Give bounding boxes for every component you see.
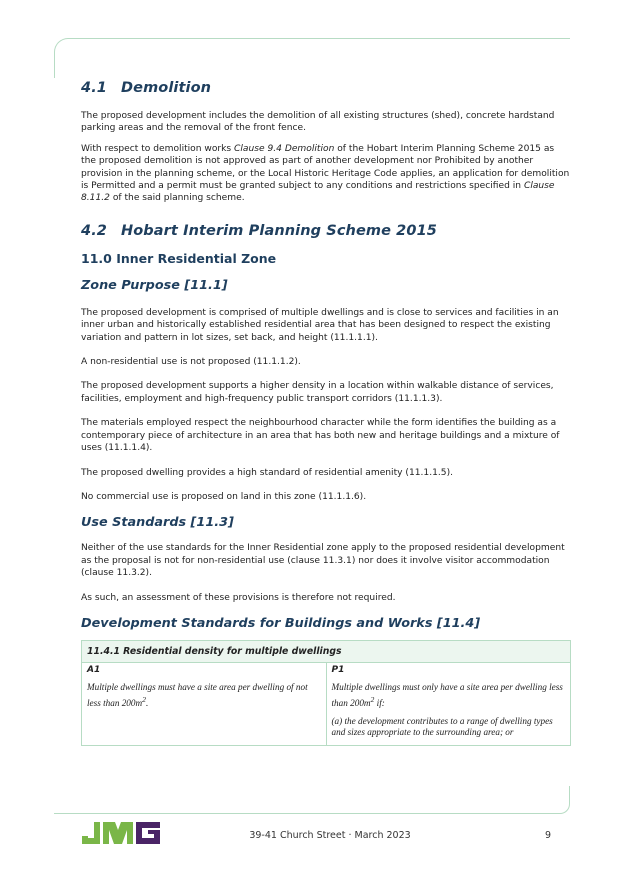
demolition-paragraph-1: The proposed development includes the demolition of all existing structures (shed), concrete hardstand parking areas and the removal of the front fence. [81, 111, 555, 134]
use-standards-heading: Use Standards [11.3] [81, 515, 234, 531]
section-number: 4.2 [81, 222, 107, 239]
company-logo [82, 822, 160, 848]
section-4-1-heading [81, 80, 571, 96]
section-number: 4.1 [81, 80, 107, 96]
acceptable-solution-text: Multiple dwellings must have a site area per dwelling of not less than $200m^2$. [87, 682, 308, 708]
zone-purpose-heading: Zone Purpose [11.1] [81, 277, 228, 293]
page-number: 9 [545, 830, 552, 841]
zone-purpose-paragraph: The materials employed respect the neighbourhood character while the form identifies the building as a contemporary piece of architecture in an area that has both new and heritage buildings and a mixture of uses (11.1.1.4). [81, 418, 560, 454]
clause-reference: Clause 8.11.2 [81, 181, 555, 204]
zone-purpose-paragraph: No commercial use is proposed on land in this zone (11.1.1.6). [81, 491, 367, 502]
use-standards-paragraph: Neither of the use standards for the Inner Residential zone apply to the proposed residential development as the proposal is not for non-residential use (clause 11.3.1) nor does it involve visitor accommodation (clause 11.3.2). [81, 543, 565, 579]
clause-reference: Clause 9.4 Demolition [234, 143, 335, 154]
use-standards-paragraph: As such, an assessment of these provisions is therefore not required. [81, 592, 396, 603]
performance-criteria-cell [326, 662, 571, 745]
zone-purpose-paragraph: The proposed development is comprised of multiple dwellings and is close to services and facilities in an inner urban and historically established residential area that has been designed to respect the existing variation and pattern in lot sizes, set back, and height (11.1.1.1). [81, 307, 559, 343]
page-frame-bottom [54, 786, 570, 814]
performance-criteria-item: (a) the development contributes to a range of dwelling types and sizes appropriate to the surrounding area; or [331, 715, 553, 737]
section-title: Hobart Interim Planning Scheme 2015 [121, 222, 437, 239]
zone-purpose-paragraph: The proposed dwelling provides a high standard of residential amenity (11.1.1.5). [81, 467, 454, 478]
section-4-2-heading [81, 223, 571, 239]
development-standards-heading: Development Standards for Buildings and Works [11.4] [81, 615, 481, 631]
standards-table [81, 640, 571, 746]
acceptable-solution-cell [82, 662, 327, 745]
page-content [81, 80, 571, 746]
acceptable-solution-code: A1 [87, 664, 101, 675]
performance-criteria-code: P1 [331, 664, 345, 675]
page-frame-top [54, 38, 570, 78]
standards-table-title: 11.4.1 Residential density for multiple dwellings [82, 640, 571, 662]
performance-criteria-text: Multiple dwellings must only have a site area per dwelling less than $200m^2$ if: [331, 682, 563, 708]
zone-purpose-paragraph: The proposed development supports a higher density in a location within walkable distance of services, facilities, employment and high-frequency public transport corridors (11.1.1.3). [81, 381, 554, 404]
section-title: Demolition [121, 80, 212, 96]
zone-purpose-paragraph: A non-residential use is not proposed (11.1.1.2). [81, 357, 301, 368]
demolition-paragraph-2: With respect to demolition works Clause 9.4 Demolition of the Hobart Interim Planning Scheme 2015 as the proposed demolition is not approved as part of another development nor Prohibited by another provision in the planning scheme, or the Local Historic Heritage Code applies, an application for demolition is Permitted and a permit must be granted subject to any conditions and restrictions specified in Clause 8.11.2 of the said planning scheme. [81, 143, 570, 204]
footer-address-date: 39-41 Church Street · March 2023 [249, 830, 411, 841]
zone-heading: 11.0 Inner Residential Zone [81, 250, 277, 266]
